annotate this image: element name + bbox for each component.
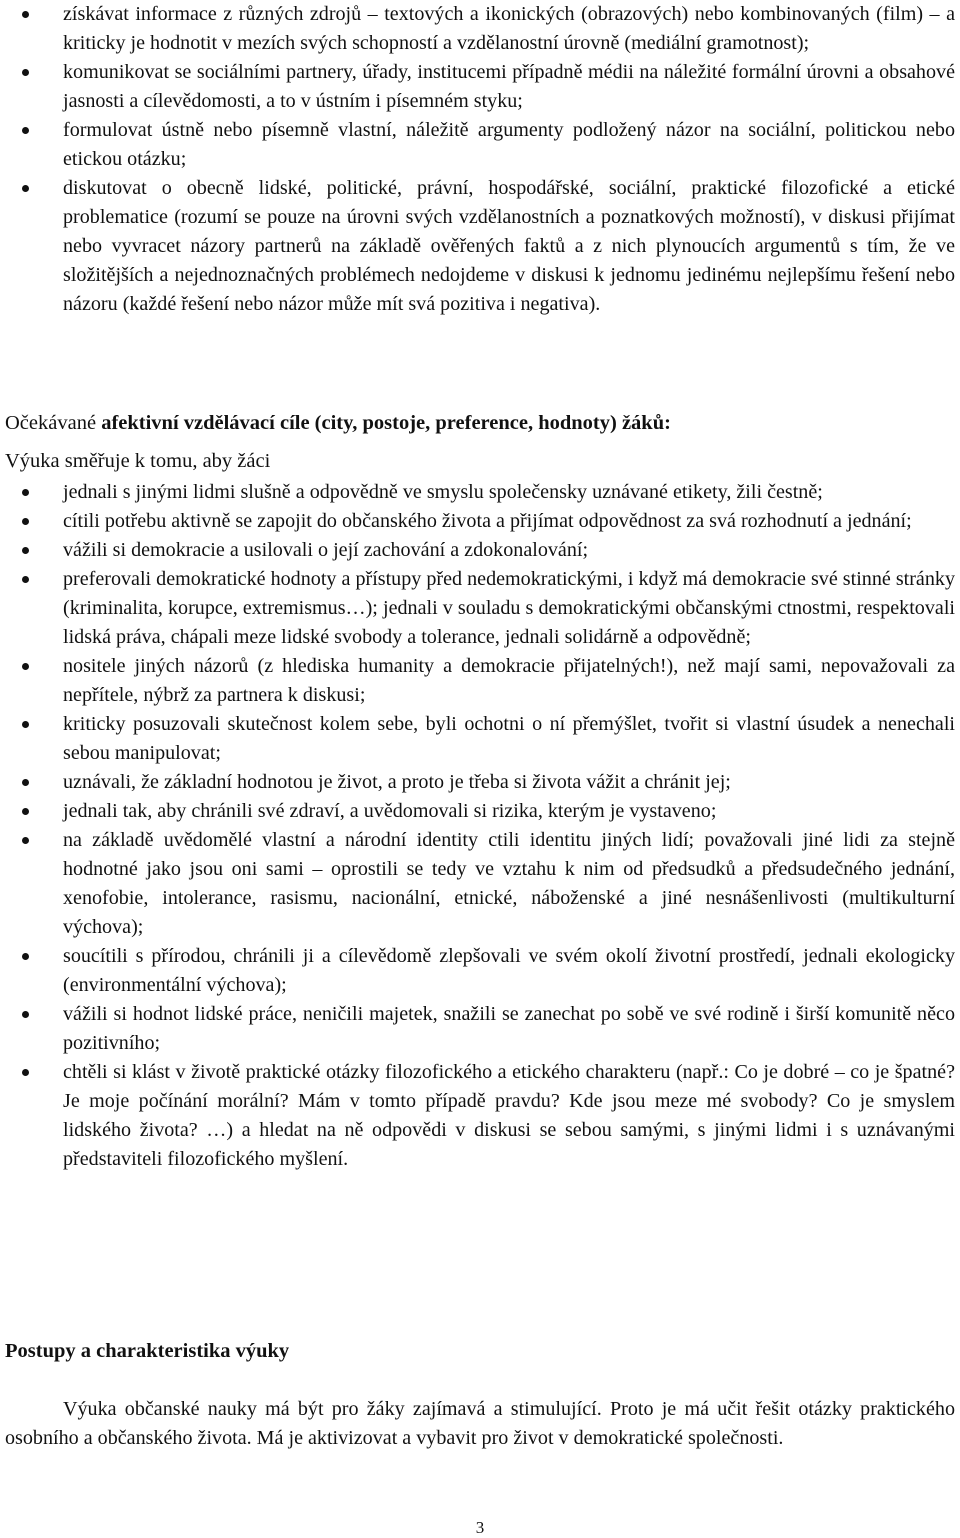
body-paragraph: Výuka občanské nauky má být pro žáky zajímavá a stimulující. Proto je má učit řešit otázky praktického osobního a občanského života. Má je aktivizovat a vybavit pro život v demokratické společnosti. <box>5 1398 955 1450</box>
list-item: formulovat ústně nebo písemně vlastní, náležitě argumenty podložený názor na sociální, politickou nebo etickou otázku; <box>0 116 960 174</box>
list-item: kriticky posuzovali skutečnost kolem sebe, byli ochotni o ní přemýšlet, tvořit si vlastní úsudek a nenechali sebou manipulovat; <box>0 710 960 768</box>
section-heading-affective-goals <box>5 409 955 438</box>
section-heading-teaching-methods: Postupy a charakteristika výuky <box>5 1340 290 1362</box>
intro-text: Výuka směřuje k tomu, aby žáci <box>5 450 271 472</box>
page-number: 3 <box>475 1518 485 1537</box>
list-item: vážili si demokracie a usilovali o její zachování a zdokonalování; <box>0 536 960 565</box>
list-item: nositele jiných názorů (z hlediska humanity a demokracie přijatelných!), než mají sami, nepovažovali za nepřítele, nýbrž za partnera k diskusi; <box>0 652 960 710</box>
list-item: vážili si hodnot lidské práce, neničili majetek, snažili se zanechat po sobě ve své rodině i širší komunitě něco pozitivního; <box>0 1000 960 1058</box>
list-item: diskutovat o obecně lidské, politické, právní, hospodářské, sociální, praktické filozofické a etické problematice (rozumí se pouze na úrovni svých vzdělanostních a poznatkových možností), v diskusi přijímat nebo vyvracet názory partnerů na základě ověřených faktů a z nich plynoucích argumentů s tím, že ve složitějších a nejednoznačných problémech nedojdeme v diskusi k jednomu jedinému nejlepšímu řešení nebo názoru (každé řešení nebo názor může mít svá pozitiva i negativa). <box>0 174 960 319</box>
heading-bold-text: afektivní vzdělávací cíle (city, postoje, preference, hodnoty) žáků: <box>101 412 671 434</box>
affective-goals-list <box>0 478 960 1174</box>
list-item: uznávali, že základní hodnotou je život, a proto je třeba si života vážit a chránit jej; <box>0 768 960 797</box>
list-item: cítili potřebu aktivně se zapojit do občanského života a přijímat odpovědnost za svá rozhodnutí a jednání; <box>0 507 960 536</box>
list-item: komunikovat se sociálními partnery, úřady, institucemi případně médii na náležité formální úrovni a obsahové jasnosti a cílevědomosti, a to v ústním i písemném styku; <box>0 58 960 116</box>
heading-prefix: Očekávané <box>5 412 102 434</box>
competence-list <box>0 0 960 319</box>
list-item: chtěli si klást v životě praktické otázky filozofického a etického charakteru (např.: Co je dobré – co je špatné? Je moje počínání morální? Mám v tomto případě pravdu? Kde jsou meze mé svobody? Co je smyslem lidského života? …) a hledat na ně odpovědi v diskusi se sebou samými, s jinými lidmi i s uznávanými představiteli filozofického myšlení. <box>0 1058 960 1174</box>
list-item: jednali s jinými lidmi slušně a odpovědně ve smyslu společensky uznávané etikety, žili čestně; <box>0 478 960 507</box>
list-item: získávat informace z různých zdrojů – textových a ikonických (obrazových) nebo kombinovaných (film) – a kriticky je hodnotit v mezích svých schopností a vzdělanostní úrovně (mediální gramotnost); <box>0 0 960 58</box>
list-item: jednali tak, aby chránili své zdraví, a uvědomovali si rizika, kterým je vystaveno; <box>0 797 960 826</box>
list-item: soucítili s přírodou, chránili ji a cílevědomě zlepšovali ve svém okolí životní prostředí, jednali ekologicky (environmentální výchova); <box>0 942 960 1000</box>
list-item: preferovali demokratické hodnoty a přístupy před nedemokratickými, i když má demokracie své stinné stránky (kriminalita, korupce, extremismus…); jednali v souladu s demokratickými občanskými ctnostmi, respektovali lidská práva, chápali meze lidské svobody a tolerance, jednali solidárně a odpovědně; <box>0 565 960 652</box>
list-item: na základě uvědomělé vlastní a národní identity ctili identitu jiných lidí; považovali jiné lidi za stejně hodnotné jako jsou oni sami – oprostili se tedy ve vztahu k nim od předsudků a předsudečného jednání, xenofobie, intolerance, rasismu, nacionální, etnické, náboženské a jiné nesnášenlivosti (multikulturní výchova); <box>0 826 960 942</box>
